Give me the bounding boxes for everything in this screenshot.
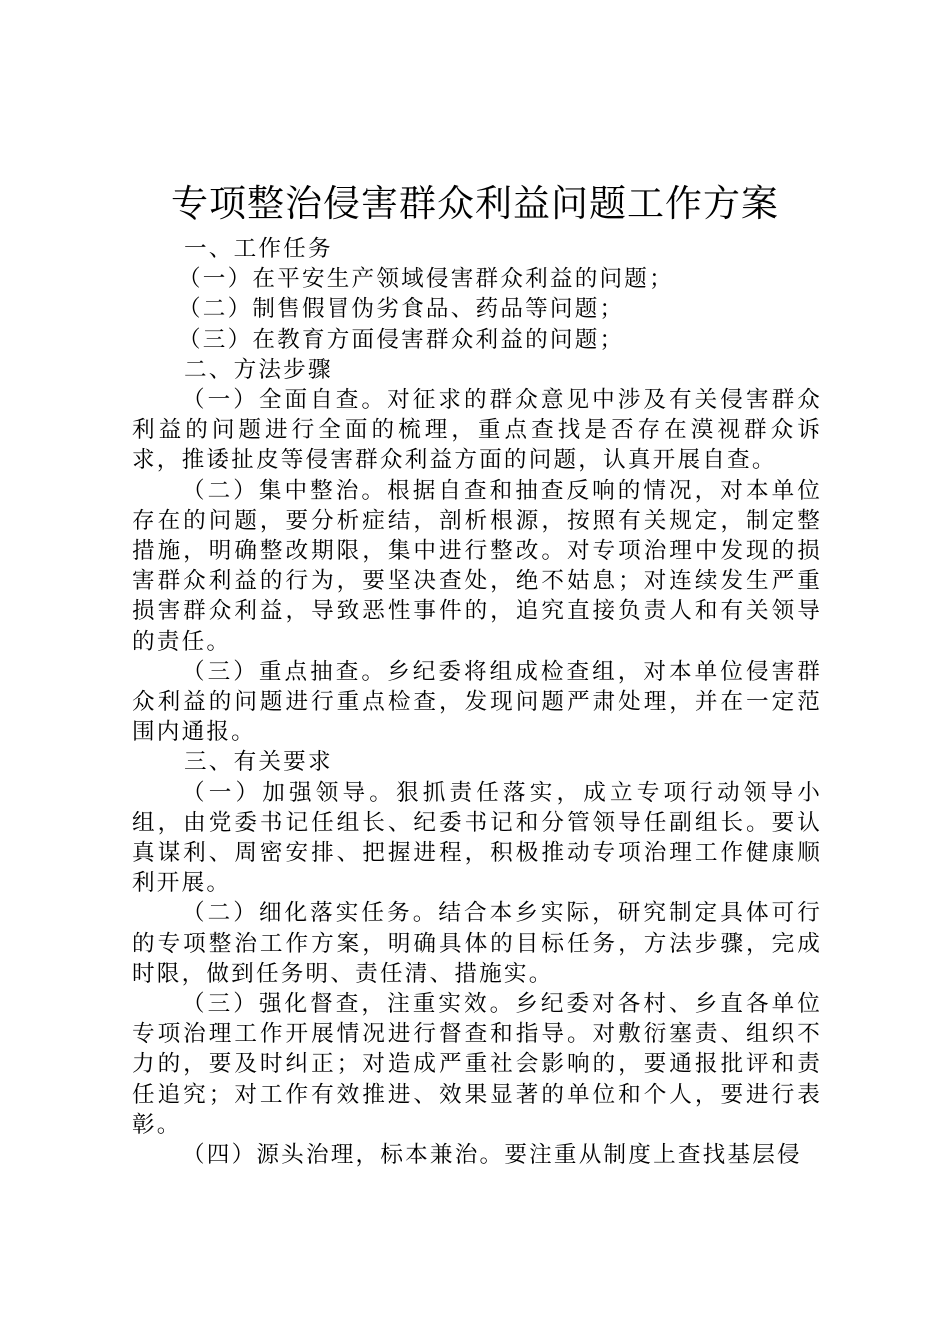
- section-heading-requirements: 三、有关要求: [184, 749, 333, 776]
- document-body: [132, 234, 822, 1170]
- document-title: 专项整治侵害群众利益问题工作方案: [171, 182, 779, 225]
- requirement-paragraph-2: （二）细化落实任务。结合本乡实际，研究制定具体可行的专项整治工作方案，明确具体的目标任务，方法步骤，完成时限，做到任务明、责任清、措施实。: [132, 900, 822, 987]
- requirement-paragraph-1: （一）加强领导。狠抓责任落实，成立专项行动领导小组，由党委书记任组长、纪委书记和分管领导任副组长。要认真谋利、周密安排、把握进程，积极推动专项治理工作健康顺利开展。: [132, 779, 822, 897]
- requirement-paragraph-3: （三）强化督查，注重实效。乡纪委对各村、乡直各单位专项治理工作开展情况进行督查和指导。对敷衍塞责、组织不力的，要及时纠正；对造成严重社会影响的，要通报批评和责任追究；对工作有效推进、效果显著的单位和个人，要进行表彰。: [132, 991, 822, 1138]
- method-paragraph-1: （一）全面自查。对征求的群众意见中涉及有关侵害群众利益的问题进行全面的梳理，重点查找是否存在漠视群众诉求，推诿扯皮等侵害群众利益方面的问题，认真开展自查。: [132, 387, 822, 474]
- section-heading-methods: 二、方法步骤: [184, 356, 333, 383]
- method-paragraph-2: （二）集中整治。根据自查和抽查反响的情况，对本单位存在的问题，要分析症结，剖析根源，按照有关规定，制定整措施，明确整改期限，集中进行整改。对专项治理中发现的损害群众利益的行为，要坚决查处，绝不姑息；对连续发生严重损害群众利益，导致恶性事件的，追究直接负责人和有关领导的责任。: [132, 477, 822, 655]
- task-item-2: （二）制售假冒伪劣食品、药品等问题；: [178, 296, 625, 323]
- requirement-paragraph-4: （四）源头治理，标本兼治。要注重从制度上查找基层侵: [182, 1142, 802, 1169]
- section-heading-tasks: 一、工作任务: [184, 236, 333, 262]
- task-item-1: （一）在平安生产领域侵害群众利益的问题；: [178, 266, 674, 293]
- task-item-3: （三）在教育方面侵害群众利益的问题；: [178, 326, 625, 353]
- method-paragraph-3: （三）重点抽查。乡纪委将组成检查组，对本单位侵害群众利益的问题进行重点检查，发现问题严肃处理，并在一定范围内通报。: [132, 658, 822, 746]
